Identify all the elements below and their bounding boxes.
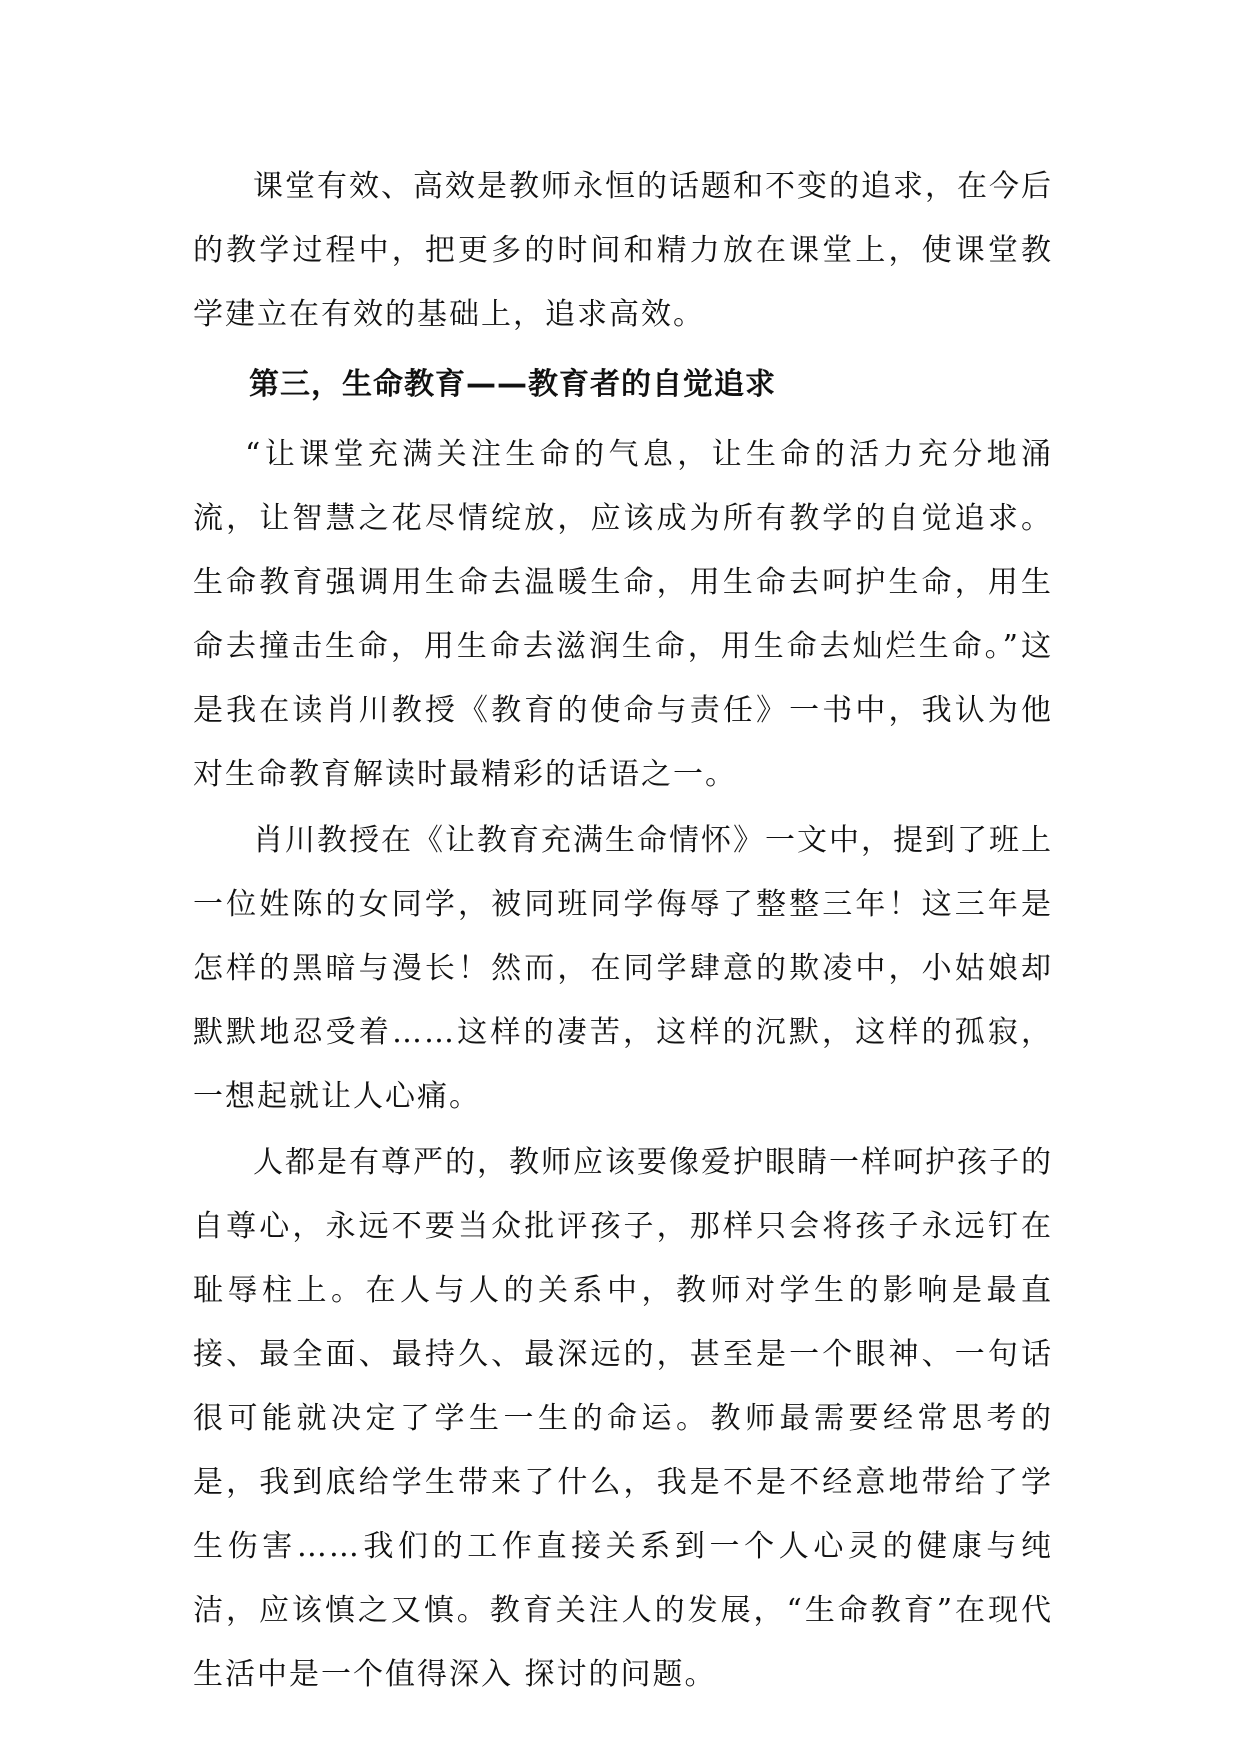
document-page [193, 155, 1053, 1709]
paragraph-efficient-classroom: 课堂有效、高效是教师永恒的话题和不变的追求，在今后的教学过程中，把更多的时间和精力放在课堂上，使课堂教学建立在有效的基础上，追求高效。 [193, 169, 1053, 332]
paragraph-xiao-chuan-story: 肖川教授在《让教育充满生命情怀》一文中，提到了班上一位姓陈的女同学，被同班同学侮辱了整整三年！这三年是怎样的黑暗与漫长！然而，在同学肆意的欺凌中，小姑娘却默默地忍受着……这样的凄苦，这样的沉默，这样的孤寂，一想起就让人心痛。 [193, 823, 1053, 1114]
paragraph-dignity: 人都是有尊严的，教师应该要像爱护眼睛一样呵护孩子的自尊心，永远不要当众批评孩子，那样只会将孩子永远钉在耻辱柱上。在人与人的关系中，教师对学生的影响是最直接、最全面、最持久、最深远的，甚至是一个眼神、一句话很可能就决定了学生一生的命运。教师最需要经常思考的是，我到底给学生带来了什么，我是不是不经意地带给了学生伤害……我们的工作直接关系到一个人心灵的健康与纯洁，应该慎之又慎。教育关注人的发展，“生命教育”在现代生活中是一个值得深入 探讨的问题。 [193, 1145, 1053, 1692]
paragraph-quote-life-education: “让课堂充满关注生命的气息，让生命的活力充分地涌流，让智慧之花尽情绽放，应该成为所有教学的自觉追求。生命教育强调用生命去温暖生命，用生命去呵护生命，用生命去撞击生命，用生命去滋润生命，用生命去灿烂生命。”这是我在读肖川教授《教育的使命与责任》一书中，我认为他对生命教育解读时最精彩的话语之一。 [193, 437, 1053, 792]
section-heading-life-education: 第三，生命教育——教育者的自觉追求 [249, 367, 776, 402]
